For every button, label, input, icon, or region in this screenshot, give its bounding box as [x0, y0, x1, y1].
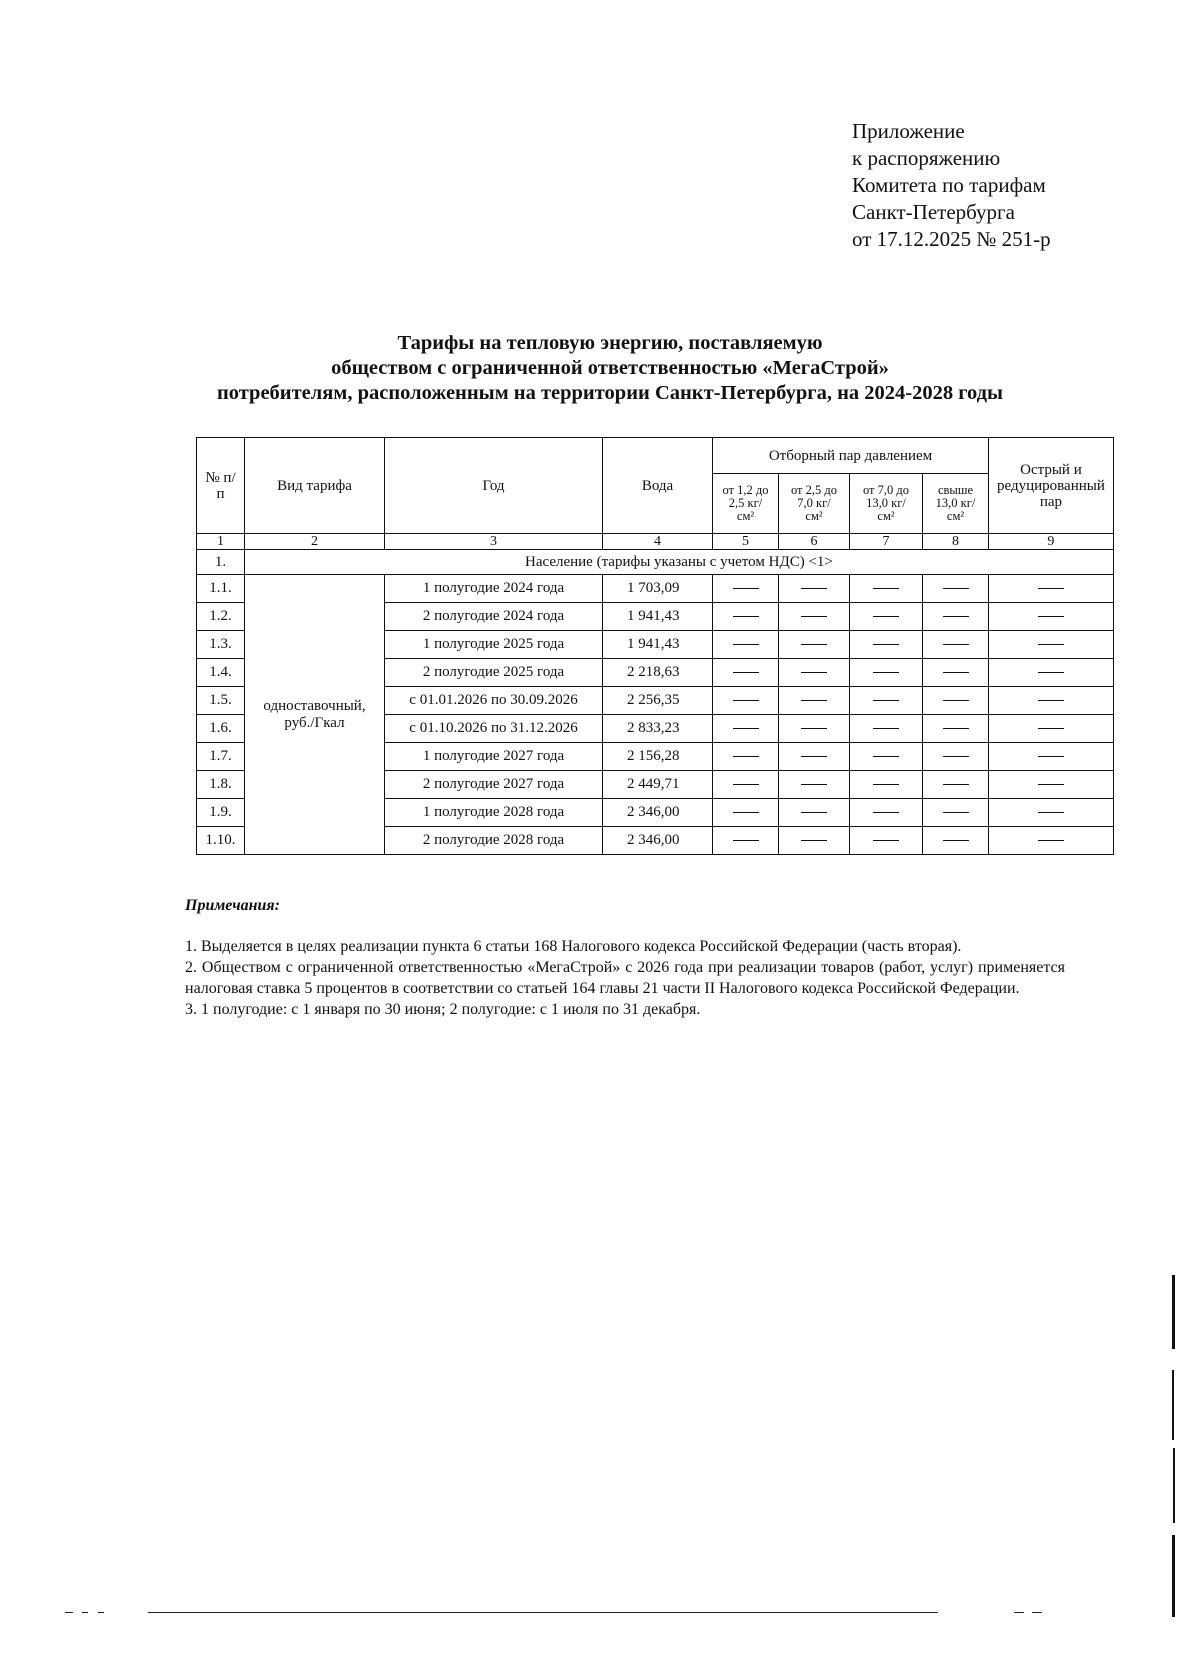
dash-mark — [1038, 784, 1064, 785]
empty-value-cell — [779, 799, 850, 827]
note-item: 1. Выделяется в целях реализации пункта 6 статьи 168 Налогового кодекса Российской Федерации (часть вторая). — [185, 938, 962, 955]
row-water-value: 2 833,23 — [603, 715, 713, 743]
row-num: 1.3. — [197, 631, 245, 659]
column-number-row — [197, 534, 1114, 550]
header-line: Приложение — [852, 119, 965, 143]
empty-value-cell — [923, 771, 989, 799]
col-number: 4 — [603, 534, 713, 550]
appendix-header — [852, 118, 1051, 253]
empty-value-cell — [850, 743, 923, 771]
dash-mark — [1038, 672, 1064, 673]
empty-value-cell — [850, 687, 923, 715]
empty-value-cell — [850, 631, 923, 659]
empty-value-cell — [923, 799, 989, 827]
row-year: 2 полугодие 2028 года — [385, 827, 603, 855]
dash-mark — [873, 784, 899, 785]
dash-mark — [733, 784, 759, 785]
col-number: 7 — [850, 534, 923, 550]
dash-mark — [873, 728, 899, 729]
empty-value-cell — [923, 827, 989, 855]
col-number: 8 — [923, 534, 989, 550]
empty-value-cell — [989, 715, 1114, 743]
empty-value-cell — [713, 687, 779, 715]
header-year: Год — [385, 438, 603, 534]
dash-mark — [943, 756, 969, 757]
dash-mark — [1038, 728, 1064, 729]
empty-value-cell — [989, 575, 1114, 603]
dash-mark — [873, 812, 899, 813]
empty-value-cell — [779, 743, 850, 771]
empty-value-cell — [779, 687, 850, 715]
empty-value-cell — [923, 715, 989, 743]
row-num: 1.1. — [197, 575, 245, 603]
col-number: 5 — [713, 534, 779, 550]
scan-footer-line — [148, 1612, 938, 1613]
empty-value-cell — [713, 575, 779, 603]
empty-value-cell — [850, 827, 923, 855]
scan-footer-dash — [65, 1612, 73, 1613]
dash-mark — [1038, 644, 1064, 645]
dash-mark — [873, 700, 899, 701]
empty-value-cell — [713, 799, 779, 827]
dash-mark — [943, 728, 969, 729]
title-line: Тарифы на тепловую энергию, поставляемую — [397, 332, 823, 354]
dash-mark — [873, 644, 899, 645]
row-year: с 01.10.2026 по 31.12.2026 — [385, 715, 603, 743]
row-num: 1.5. — [197, 687, 245, 715]
row-water-value: 2 156,28 — [603, 743, 713, 771]
row-year: 1 полугодие 2025 года — [385, 631, 603, 659]
row-num: 1.8. — [197, 771, 245, 799]
empty-value-cell — [779, 771, 850, 799]
dash-mark — [801, 840, 827, 841]
empty-value-cell — [850, 715, 923, 743]
row-year: 1 полугодие 2028 года — [385, 799, 603, 827]
row-year: 1 полугодие 2024 года — [385, 575, 603, 603]
row-water-value: 1 941,43 — [603, 603, 713, 631]
empty-value-cell — [923, 659, 989, 687]
empty-value-cell — [713, 659, 779, 687]
empty-value-cell — [989, 687, 1114, 715]
dash-mark — [733, 700, 759, 701]
dash-mark — [873, 616, 899, 617]
header-num: № п/п — [197, 438, 245, 534]
dash-mark — [943, 784, 969, 785]
header-sharp-steam: Острый и редуцированный пар — [989, 438, 1114, 534]
dash-mark — [943, 616, 969, 617]
document-title — [150, 331, 1070, 406]
dash-mark — [873, 588, 899, 589]
dash-mark — [943, 700, 969, 701]
empty-value-cell — [989, 799, 1114, 827]
tariff-rows — [197, 575, 1114, 855]
header-steam-1: от 1,2 до 2,5 кг/см² — [713, 474, 779, 534]
row-num: 1.7. — [197, 743, 245, 771]
header-line: Комитета по тарифам — [852, 173, 1046, 197]
dash-mark — [1038, 840, 1064, 841]
col-number: 2 — [245, 534, 385, 550]
empty-value-cell — [923, 575, 989, 603]
row-water-value: 2 256,35 — [603, 687, 713, 715]
dash-mark — [801, 756, 827, 757]
col-number: 3 — [385, 534, 603, 550]
header-steam-group: Отборный пар давлением — [713, 438, 989, 474]
note-item: 2. Обществом с ограниченной ответственностью «МегаСтрой» с 2026 года при реализации товаров (работ, услуг) применяется налоговая ставка 5 процентов в соответствии со статьей 164 главы 21 части II Налогового кодекса Российской Федерации. — [185, 959, 1065, 997]
scan-edge-mark — [1172, 1275, 1175, 1349]
dash-mark — [733, 812, 759, 813]
row-num: 1.10. — [197, 827, 245, 855]
header-line: Санкт-Петербурга — [852, 200, 1015, 224]
row-num: 1.9. — [197, 799, 245, 827]
title-line: обществом с ограниченной ответственностью «МегаСтрой» — [331, 357, 889, 379]
empty-value-cell — [923, 687, 989, 715]
scan-edge-mark — [1172, 1370, 1174, 1440]
dash-mark — [943, 644, 969, 645]
empty-value-cell — [779, 715, 850, 743]
dash-mark — [733, 756, 759, 757]
dash-mark — [801, 644, 827, 645]
empty-value-cell — [850, 659, 923, 687]
header-steam-2: от 2,5 до 7,0 кг/см² — [779, 474, 850, 534]
dash-mark — [733, 672, 759, 673]
row-year: с 01.01.2026 по 30.09.2026 — [385, 687, 603, 715]
scan-footer-dash — [98, 1612, 104, 1613]
dash-mark — [733, 588, 759, 589]
dash-mark — [733, 644, 759, 645]
tariff-table — [196, 437, 1114, 855]
dash-mark — [733, 840, 759, 841]
empty-value-cell — [713, 603, 779, 631]
empty-value-cell — [713, 743, 779, 771]
dash-mark — [1038, 756, 1064, 757]
row-water-value: 2 346,00 — [603, 827, 713, 855]
tariff-type-cell: одноставочный, руб./Гкал — [245, 575, 385, 855]
dash-mark — [943, 812, 969, 813]
dash-mark — [801, 812, 827, 813]
empty-value-cell — [923, 603, 989, 631]
col-number: 1 — [197, 534, 245, 550]
row-water-value: 1 703,09 — [603, 575, 713, 603]
header-line: от 17.12.2025 № 251-р — [852, 227, 1051, 251]
dash-mark — [1038, 812, 1064, 813]
empty-value-cell — [779, 575, 850, 603]
scan-footer-dash — [1014, 1612, 1024, 1613]
empty-value-cell — [779, 659, 850, 687]
header-steam-3: от 7,0 до 13,0 кг/см² — [850, 474, 923, 534]
empty-value-cell — [989, 771, 1114, 799]
dash-mark — [1038, 616, 1064, 617]
empty-value-cell — [989, 659, 1114, 687]
row-num: 1.2. — [197, 603, 245, 631]
header-steam-4: свыше 13,0 кг/см² — [923, 474, 989, 534]
row-num: 1.6. — [197, 715, 245, 743]
scan-edge-mark — [1173, 1448, 1175, 1523]
dash-mark — [943, 588, 969, 589]
header-water: Вода — [603, 438, 713, 534]
dash-mark — [873, 756, 899, 757]
row-year: 1 полугодие 2027 года — [385, 743, 603, 771]
empty-value-cell — [779, 827, 850, 855]
row-year: 2 полугодие 2025 года — [385, 659, 603, 687]
empty-value-cell — [779, 603, 850, 631]
row-year: 2 полугодие 2024 года — [385, 603, 603, 631]
row-year: 2 полугодие 2027 года — [385, 771, 603, 799]
empty-value-cell — [923, 631, 989, 659]
empty-value-cell — [923, 743, 989, 771]
notes-title: Примечания: — [185, 897, 280, 914]
empty-value-cell — [713, 715, 779, 743]
dash-mark — [801, 588, 827, 589]
empty-value-cell — [713, 631, 779, 659]
scan-footer-dash — [1032, 1612, 1042, 1613]
empty-value-cell — [850, 771, 923, 799]
dash-mark — [873, 672, 899, 673]
row-water-value: 2 449,71 — [603, 771, 713, 799]
empty-value-cell — [989, 743, 1114, 771]
empty-value-cell — [989, 603, 1114, 631]
header-tariff-type: Вид тарифа — [245, 438, 385, 534]
notes — [185, 895, 1065, 1020]
section-row — [197, 550, 1114, 575]
dash-mark — [801, 728, 827, 729]
note-item: 3. 1 полугодие: с 1 января по 30 июня; 2 полугодие: с 1 июля по 31 декабря. — [185, 1001, 701, 1018]
empty-value-cell — [850, 603, 923, 631]
row-water-value: 2 218,63 — [603, 659, 713, 687]
empty-value-cell — [713, 827, 779, 855]
scan-footer-dash — [82, 1612, 88, 1613]
row-water-value: 1 941,43 — [603, 631, 713, 659]
empty-value-cell — [779, 631, 850, 659]
dash-mark — [801, 616, 827, 617]
dash-mark — [1038, 700, 1064, 701]
empty-value-cell — [989, 631, 1114, 659]
dash-mark — [943, 840, 969, 841]
table-row — [197, 575, 1114, 603]
title-line: потребителям, расположенным на территории Санкт-Петербурга, на 2024-2028 годы — [216, 382, 1004, 404]
dash-mark — [801, 672, 827, 673]
scan-edge-mark — [1172, 1535, 1175, 1617]
col-number: 9 — [989, 534, 1114, 550]
row-water-value: 2 346,00 — [603, 799, 713, 827]
empty-value-cell — [850, 799, 923, 827]
section-label: Население (тарифы указаны с учетом НДС) <1> — [245, 550, 1114, 575]
dash-mark — [801, 784, 827, 785]
dash-mark — [733, 728, 759, 729]
dash-mark — [873, 840, 899, 841]
empty-value-cell — [713, 771, 779, 799]
empty-value-cell — [989, 827, 1114, 855]
dash-mark — [1038, 588, 1064, 589]
dash-mark — [943, 672, 969, 673]
header-line: к распоряжению — [852, 146, 1001, 170]
col-number: 6 — [779, 534, 850, 550]
section-num: 1. — [197, 550, 245, 575]
dash-mark — [733, 616, 759, 617]
empty-value-cell — [850, 575, 923, 603]
row-num: 1.4. — [197, 659, 245, 687]
dash-mark — [801, 700, 827, 701]
